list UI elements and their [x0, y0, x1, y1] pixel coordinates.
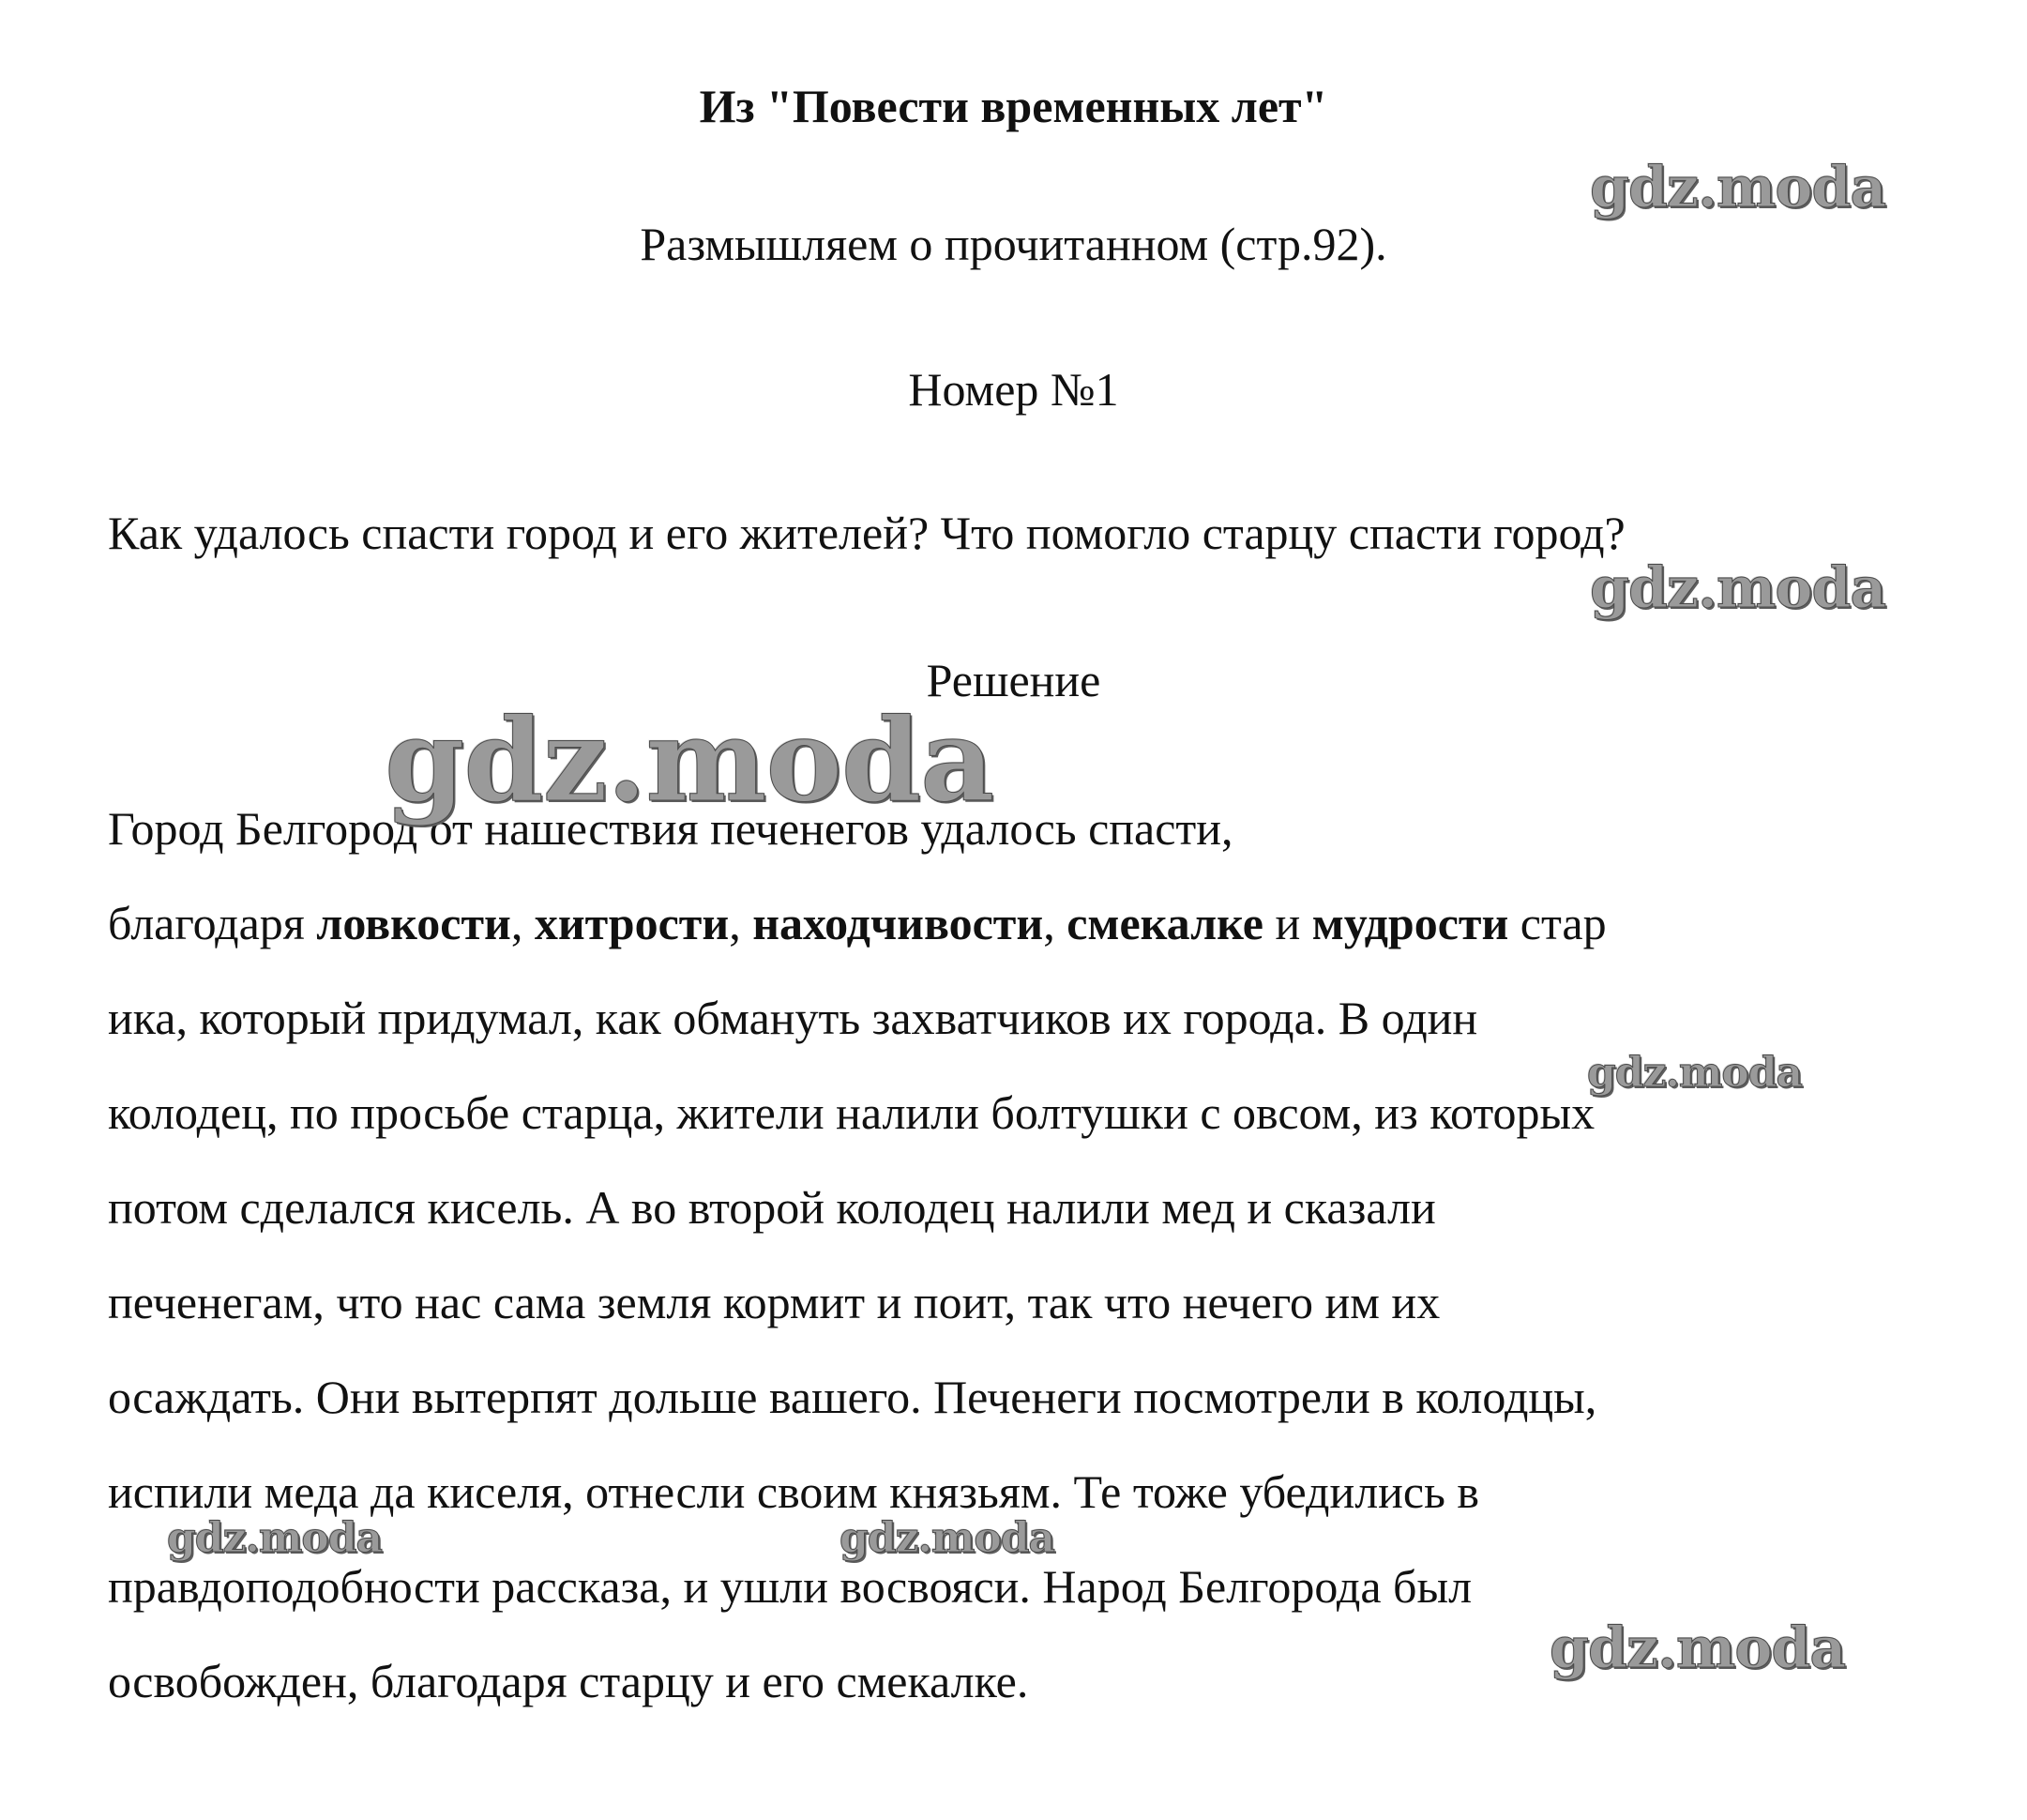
answer-line: печенегам, что нас сама земля кормит и поит, так что нечего им их	[108, 1276, 1441, 1328]
watermark: gdz.moda	[385, 692, 994, 827]
answer-text	[108, 796, 1946, 1743]
answer-line: потом сделался кисель. А во второй колодец налили мед и сказали	[108, 1181, 1436, 1234]
watermark: gdz.moda	[840, 1514, 1055, 1562]
watermark: gdz.moda	[167, 1514, 383, 1562]
answer-keyword: смекалке	[1066, 897, 1263, 949]
answer-keyword: хитрости	[534, 897, 730, 949]
answer-keyword: мудрости	[1311, 897, 1509, 949]
answer-line: колодец, по просьбе старца, жители налили болтушки с овсом, из которых	[108, 1086, 1596, 1139]
answer-keyword: находчивости	[752, 897, 1044, 949]
answer-fragment: ,	[729, 897, 753, 949]
watermark: gdz.moda	[1550, 1615, 1846, 1681]
answer-fragment: благодаря	[108, 897, 317, 949]
solution-heading: Решение	[926, 654, 1101, 706]
answer-fragment: и	[1263, 897, 1312, 949]
answer-fragment: ,	[510, 897, 535, 949]
watermark: gdz.moda	[1587, 1049, 1803, 1097]
answer-line: правдоподобности рассказа, и ушли восвояси. Народ Белгорода был	[108, 1560, 1473, 1613]
answer-line: Город Белгород от нашествия печенегов удалось спасти,	[108, 802, 1233, 855]
answer-line	[108, 890, 1946, 985]
answer-line: ика, который придумал, как обмануть захватчиков их города. В один	[108, 992, 1478, 1044]
answer-fragment: ,	[1043, 897, 1067, 949]
watermark: gdz.moda	[1590, 555, 1886, 621]
watermark: gdz.moda	[1590, 155, 1886, 220]
answer-fragment: стар	[1508, 897, 1607, 949]
answer-keyword: ловкости	[316, 897, 511, 949]
exercise-number: Номер №1	[908, 363, 1119, 416]
exercise-question: Как удалось спасти город и его жителей? Что помогло старцу спасти город?	[108, 507, 1626, 559]
document-title: Из "Повести временных лет"	[699, 80, 1328, 132]
answer-line: освобожден, благодаря старцу и его смекалке.	[108, 1655, 1029, 1707]
answer-line: испили меда да киселя, отнесли своим князьям. Те тоже убедились в	[108, 1465, 1480, 1518]
answer-line: осаждать. Они вытерпят дольше вашего. Печенеги посмотрели в колодцы,	[108, 1371, 1597, 1423]
document-subtitle: Размышляем о прочитанном (стр.92).	[640, 218, 1387, 270]
